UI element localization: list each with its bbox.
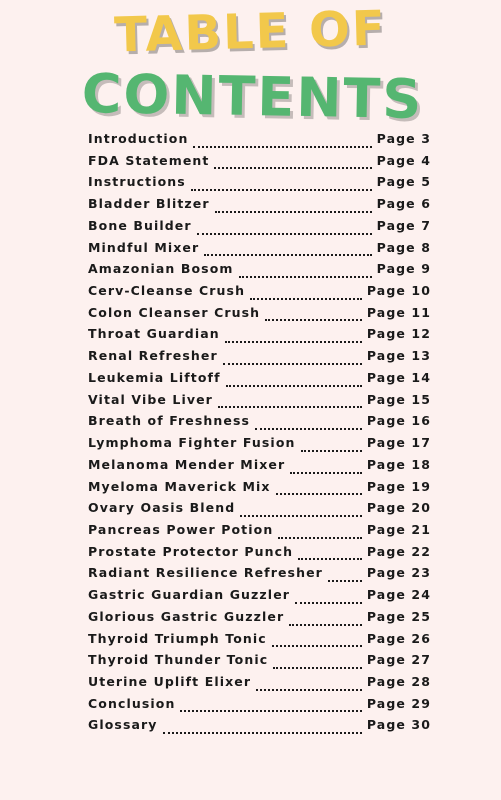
toc-entry <box>88 674 431 696</box>
toc-entry <box>88 240 431 262</box>
dot-leader <box>204 254 371 256</box>
toc-entry-page: Page 26 <box>366 630 431 646</box>
toc-entry-title: Conclusion <box>88 695 176 711</box>
dot-leader <box>298 558 362 560</box>
toc-entry-page: Page 16 <box>366 413 431 429</box>
toc-entry-page: Page 11 <box>366 304 431 320</box>
dot-leader <box>226 385 362 387</box>
toc-entry <box>88 153 431 175</box>
toc-entry-page: Page 22 <box>366 543 431 559</box>
dot-leader <box>265 319 362 321</box>
toc-entry-page: Page 4 <box>376 152 431 168</box>
toc-entry <box>88 522 431 544</box>
toc-entry-page: Page 25 <box>366 608 431 624</box>
dot-leader <box>272 645 362 647</box>
toc-entry-page: Page 30 <box>366 717 431 733</box>
toc-entry <box>88 544 431 566</box>
toc-entry <box>88 717 431 739</box>
toc-entry <box>88 457 431 479</box>
toc-entry <box>88 261 431 283</box>
toc-entry-title: Lymphoma Fighter Fusion <box>88 435 296 451</box>
dot-leader <box>255 428 362 430</box>
toc-entry-page: Page 27 <box>366 652 431 668</box>
toc-entry-title: Bone Builder <box>88 217 192 233</box>
dot-leader <box>193 146 371 148</box>
dot-leader <box>295 602 362 604</box>
dot-leader <box>273 667 362 669</box>
toc-entry-title: Melanoma Mender Mixer <box>88 456 286 472</box>
toc-entry-title: Prostate Protector Punch <box>88 543 294 559</box>
toc-entry <box>88 609 431 631</box>
toc-entry-page: Page 19 <box>366 478 431 494</box>
toc-entry-title: Throat Guardian <box>88 326 220 342</box>
toc-entry-page: Page 24 <box>366 587 431 603</box>
toc-entry <box>88 413 431 435</box>
toc-entry-page: Page 14 <box>366 369 431 385</box>
dot-leader <box>225 341 362 343</box>
toc-entry-title: Glorious Gastric Guzzler <box>88 608 285 624</box>
toc-entry <box>88 218 431 240</box>
toc-entry-title: Gastric Guardian Guzzler <box>88 587 291 603</box>
toc-entry-page: Page 13 <box>366 348 431 364</box>
toc-entry-title: Renal Refresher <box>88 348 218 364</box>
toc-entry <box>88 392 431 414</box>
toc-entry-page: Page 5 <box>376 174 431 190</box>
toc-entry <box>88 479 431 501</box>
toc-entry-page: Page 23 <box>366 565 431 581</box>
title-line-1: TABLE OF <box>113 0 388 64</box>
dot-leader <box>215 211 372 213</box>
toc-entry-title: Ovary Oasis Blend <box>88 500 236 516</box>
toc-entry-title: Thyroid Thunder Tonic <box>88 652 269 668</box>
toc-entry-page: Page 3 <box>376 131 431 146</box>
toc-entry-title: Radiant Resilience Refresher <box>88 565 323 581</box>
toc-entry-page: Page 17 <box>366 435 431 451</box>
toc-entry-title: Cerv-Cleanse Crush <box>88 283 246 299</box>
toc-entry-title: FDA Statement <box>88 152 210 168</box>
toc-entry-page: Page 8 <box>376 239 431 255</box>
toc-entry <box>88 196 431 218</box>
toc-entry-title: Colon Cleanser Crush <box>88 304 261 320</box>
toc-entry-page: Page 21 <box>366 521 431 537</box>
dot-leader <box>301 450 362 452</box>
toc-entry-title: Introduction <box>88 131 189 146</box>
toc-entry-title: Mindful Mixer <box>88 239 200 255</box>
toc-entry <box>88 652 431 674</box>
toc-entry <box>88 565 431 587</box>
dot-leader <box>328 580 362 582</box>
toc-entry-page: Page 20 <box>366 500 431 516</box>
toc-entry-title: Uterine Uplift Elixer <box>88 673 252 689</box>
dot-leader <box>290 472 362 474</box>
toc-entry-title: Amazonian Bosom <box>88 261 234 277</box>
toc-entry-title: Glossary <box>88 717 158 733</box>
toc-entry-title: Instructions <box>88 174 186 190</box>
toc-entry <box>88 370 431 392</box>
toc-entry-page: Page 28 <box>366 673 431 689</box>
dot-leader <box>214 167 371 169</box>
toc-entry-title: Leukemia Liftoff <box>88 369 221 385</box>
toc-entry <box>88 305 431 327</box>
toc-entry-title: Pancreas Power Potion <box>88 521 274 537</box>
toc-entry-page: Page 18 <box>366 456 431 472</box>
toc-entry-page: Page 10 <box>366 283 431 299</box>
toc-entry <box>88 587 431 609</box>
toc-entry <box>88 283 431 305</box>
toc-entry-title: Myeloma Maverick Mix <box>88 478 271 494</box>
dot-leader <box>239 276 372 278</box>
dot-leader <box>240 515 362 517</box>
dot-leader <box>197 233 372 235</box>
dot-leader <box>163 732 362 734</box>
dot-leader <box>250 298 362 300</box>
title-line-2: CONTENTS <box>81 62 424 131</box>
toc-entry-page: Page 9 <box>376 261 431 277</box>
toc-entry-page: Page 6 <box>376 196 431 212</box>
toc-entry <box>88 326 431 348</box>
dot-leader <box>289 624 362 626</box>
dot-leader <box>276 493 362 495</box>
toc-entry <box>88 631 431 653</box>
toc-entry-title: Vital Vibe Liver <box>88 391 213 407</box>
toc-entry <box>88 174 431 196</box>
toc-entry <box>88 348 431 370</box>
dot-leader <box>278 537 362 539</box>
toc-entry-title: Breath of Freshness <box>88 413 251 429</box>
toc-entry <box>88 696 431 718</box>
toc-entry-title: Bladder Blitzer <box>88 196 210 212</box>
dot-leader <box>223 363 362 365</box>
toc-entry-title: Thyroid Triumph Tonic <box>88 630 267 646</box>
table-of-contents <box>88 131 431 739</box>
toc-entry-page: Page 15 <box>366 391 431 407</box>
dot-leader <box>180 710 361 712</box>
dot-leader <box>191 189 372 191</box>
toc-entry <box>88 500 431 522</box>
toc-entry-page: Page 7 <box>376 217 431 233</box>
toc-entry-page: Page 12 <box>366 326 431 342</box>
dot-leader <box>256 689 362 691</box>
toc-entry <box>88 131 431 153</box>
toc-entry <box>88 435 431 457</box>
dot-leader <box>218 406 362 408</box>
toc-entry-page: Page 29 <box>366 695 431 711</box>
